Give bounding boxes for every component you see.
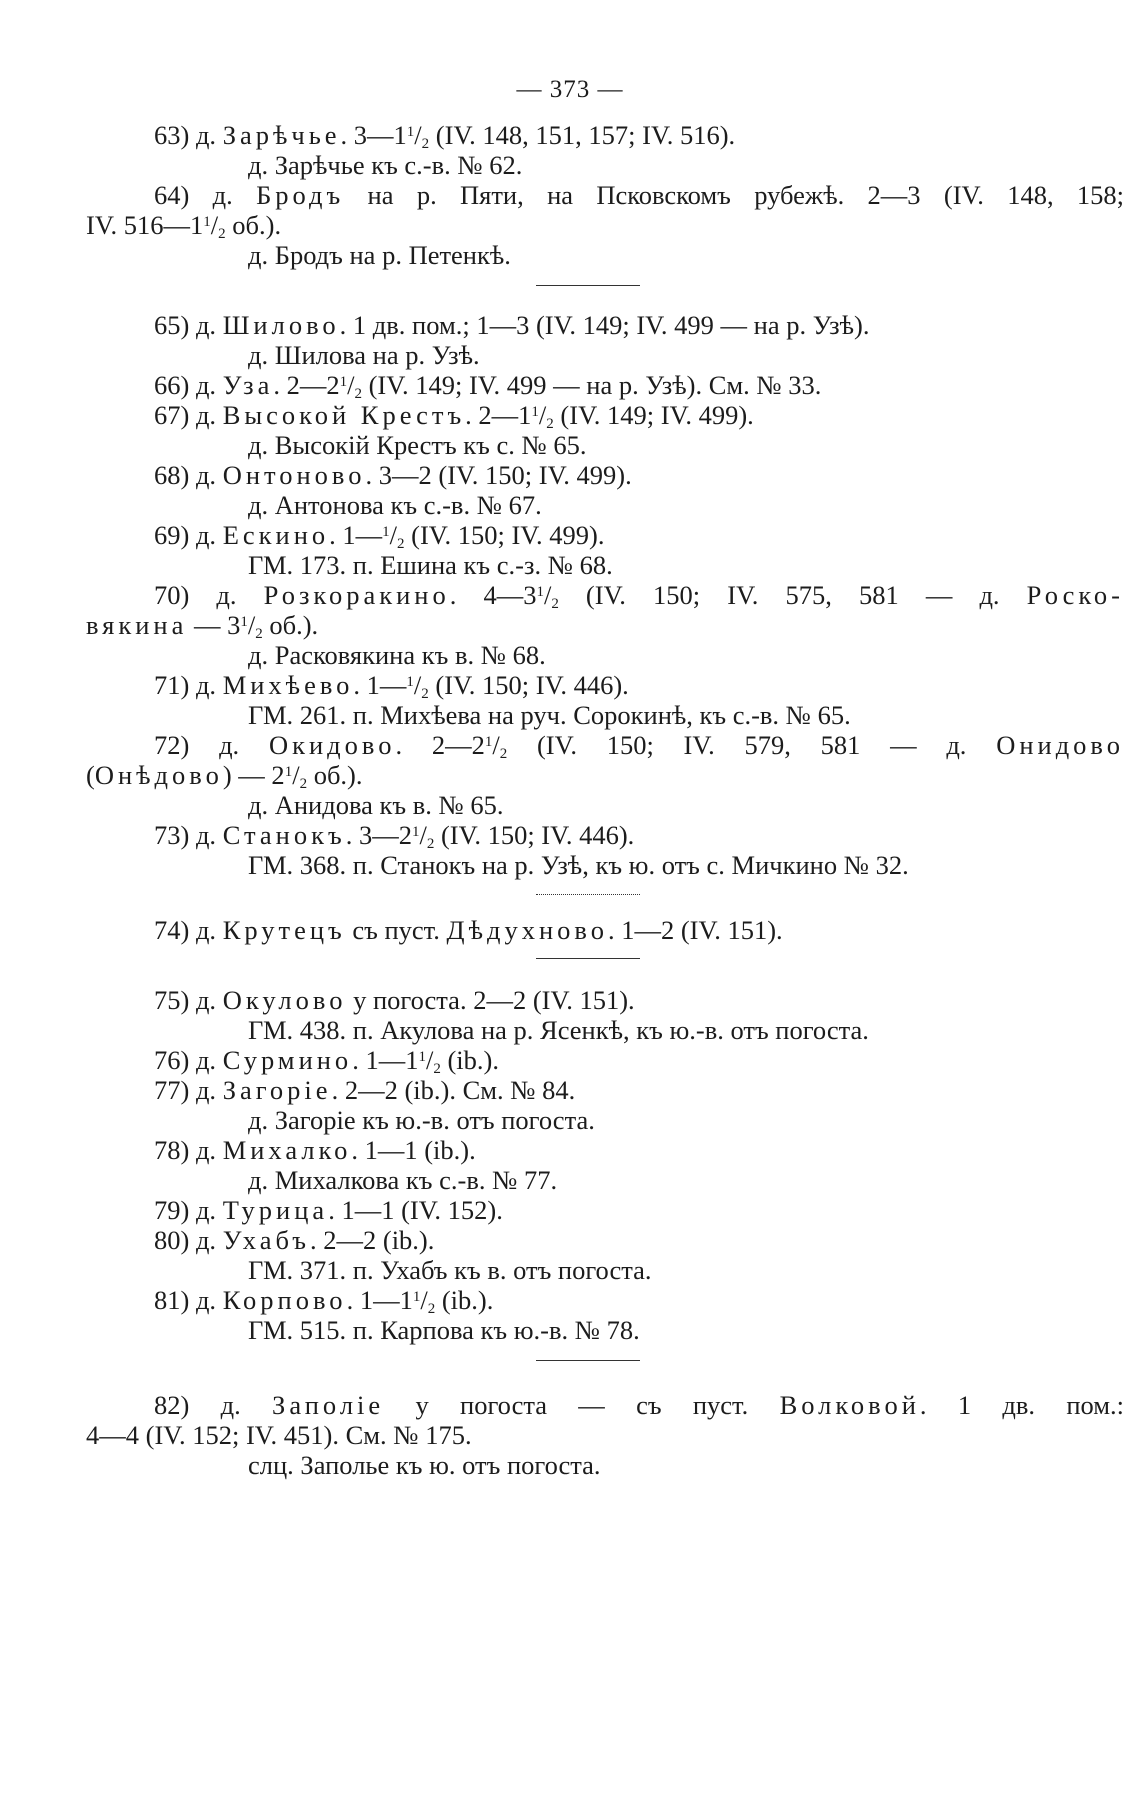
entry-72-cont: (Онѣдово) — $2^1/_2$ об.). [86, 760, 363, 792]
village-name: Бродъ [256, 180, 345, 210]
village-name: Михѣево [222, 670, 354, 700]
section-divider [536, 285, 640, 286]
entry-80: 80) д. Ухабъ. 2—2 (ib.). [154, 1225, 435, 1255]
entry-65-note: д. Шилова на р. Узѣ. [248, 340, 480, 370]
village-name: Ухабъ [222, 1225, 310, 1255]
entry-82: 82) д. Заполіе у погоста — съ пуст. Волковой. 1 дв. пом.: [154, 1390, 1125, 1420]
village-name: Турица [222, 1195, 329, 1225]
entry-69-note: ГМ. 173. п. Ешина къ с.-з. № 68. [248, 550, 613, 580]
entry-80-note: ГМ. 371. п. Ухабъ къ в. отъ погоста. [248, 1255, 652, 1285]
village-name: Ескино [222, 520, 330, 550]
village-name: Уза [222, 370, 274, 400]
entry-82-note: слц. Заполье къ ю. отъ погоста. [248, 1450, 601, 1480]
entry-67: 67) д. Высокой Крестъ. $2—1^1/_2$ (IV. 149; IV. 499). [154, 400, 754, 432]
entry-75-note: ГМ. 438. п. Акулова на р. Ясенкѣ, къ ю.-в. отъ погоста. [248, 1015, 869, 1045]
entry-69: 69) д. Ескино. $1—^1/_2$ (IV. 150; IV. 499). [154, 520, 605, 552]
village-alt-name: Онидово [996, 730, 1125, 760]
village-alt-name: вякина [86, 610, 188, 640]
entry-81: 81) д. Корпово. $1—1^1/_2$ (ib.). [154, 1285, 494, 1317]
entry-66: 66) д. Уза. $2—2^1/_2$ (IV. 149; IV. 499 — на р. Узѣ). См. № 33. [154, 370, 822, 402]
village-alt-name: Онѣдово [94, 760, 223, 790]
page-number: — 373 — [516, 76, 624, 103]
village-name: Загоріе [222, 1075, 332, 1105]
entry-64-note: д. Бродъ на р. Петенкѣ. [248, 240, 511, 270]
wasteland-name: Волковой [779, 1390, 920, 1420]
entry-72-note: д. Анидова къ в. № 65. [248, 790, 504, 820]
entry-64-cont: IV. $516—1^1/_2$ об.). [86, 210, 282, 242]
village-name: Онтоново [222, 460, 366, 490]
village-name: Корпово [222, 1285, 347, 1315]
village-name: Окидово [268, 730, 396, 760]
entry-79: 79) д. Турица. 1—1 (IV. 152). [154, 1195, 503, 1225]
village-name: Зарѣчье [222, 120, 341, 150]
entry-76: 76) д. Сурмино. $1—1^1/_2$ (ib.). [154, 1045, 499, 1077]
entry-77-note: д. Загоріе къ ю.-в. отъ погоста. [248, 1105, 595, 1135]
village-name: Михалко [222, 1135, 352, 1165]
entry-71-note: ГМ. 261. п. Михѣева на руч. Сорокинѣ, къ с.-в. № 65. [248, 700, 851, 730]
entry-74: 74) д. Крутецъ съ пуст. Дѣдухново. 1—2 (IV. 151). [154, 915, 783, 945]
village-name: Шилово [222, 310, 340, 340]
entry-68: 68) д. Онтоново. 3—2 (IV. 150; IV. 499). [154, 460, 632, 490]
entry-72: 72) д. Окидово. $2—2^1/_2$ (IV. 150; IV. 579, 581 — д. Онидово [154, 730, 1125, 762]
village-name: Окулово [222, 985, 347, 1015]
entry-63-note: д. Зарѣчье къ с.-в. № 62. [248, 150, 523, 180]
entry-70-note: д. Расковякина къ в. № 68. [248, 640, 546, 670]
section-divider [536, 894, 640, 895]
entry-78-note: д. Михалкова къ с.-в. № 77. [248, 1165, 558, 1195]
entry-70: 70) д. Розкоракино. $4—3^1/_2$ (IV. 150; IV. 575, 581 — д. Роско- [154, 580, 1125, 612]
village-name: Станокъ [222, 820, 346, 850]
entry-73: 73) д. Станокъ. $3—2^1/_2$ (IV. 150; IV. 446). [154, 820, 635, 852]
wasteland-name: Дѣдухново [446, 915, 608, 945]
village-name: Розкоракино [263, 580, 450, 610]
entry-75: 75) д. Окулово у погоста. 2—2 (IV. 151). [154, 985, 635, 1015]
entry-77: 77) д. Загоріе. 2—2 (ib.). См. № 84. [154, 1075, 576, 1105]
entry-82-cont: 4—4 (IV. 152; IV. 451). См. № 175. [86, 1420, 472, 1450]
entry-78: 78) д. Михалко. 1—1 (ib.). [154, 1135, 476, 1165]
entry-81-note: ГМ. 515. п. Карпова къ ю.-в. № 78. [248, 1315, 640, 1345]
entry-73-note: ГМ. 368. п. Станокъ на р. Узѣ, къ ю. отъ с. Мичкино № 32. [248, 850, 909, 880]
entry-65: 65) д. Шилово. 1 дв. пом.; 1—3 (IV. 149; IV. 499 — на р. Узѣ). [154, 310, 870, 340]
section-divider [536, 1360, 640, 1361]
entry-63: 63) д. Зарѣчье. $3—1^1/_2$ (IV. 148, 151, 157; IV. 516). [154, 120, 736, 152]
village-alt-name: Роско- [1026, 580, 1125, 610]
section-divider [536, 958, 640, 959]
village-name: Крутецъ [222, 915, 346, 945]
entry-70-cont: вякина — $3^1/_2$ об.). [86, 610, 319, 642]
entry-67-note: д. Высокій Крестъ къ с. № 65. [248, 430, 587, 460]
entry-68-note: д. Антонова къ с.-в. № 67. [248, 490, 542, 520]
entry-64: 64) д. Бродъ на р. Пяти, на Псковскомъ рубежѣ. 2—3 (IV. 148, 158; [154, 180, 1125, 210]
village-name: Высокой Крестъ [222, 400, 466, 430]
village-name: Сурмино [222, 1045, 353, 1075]
entry-71: 71) д. Михѣево. $1—^1/_2$ (IV. 150; IV. 446). [154, 670, 629, 702]
village-name: Заполіе [272, 1390, 385, 1420]
